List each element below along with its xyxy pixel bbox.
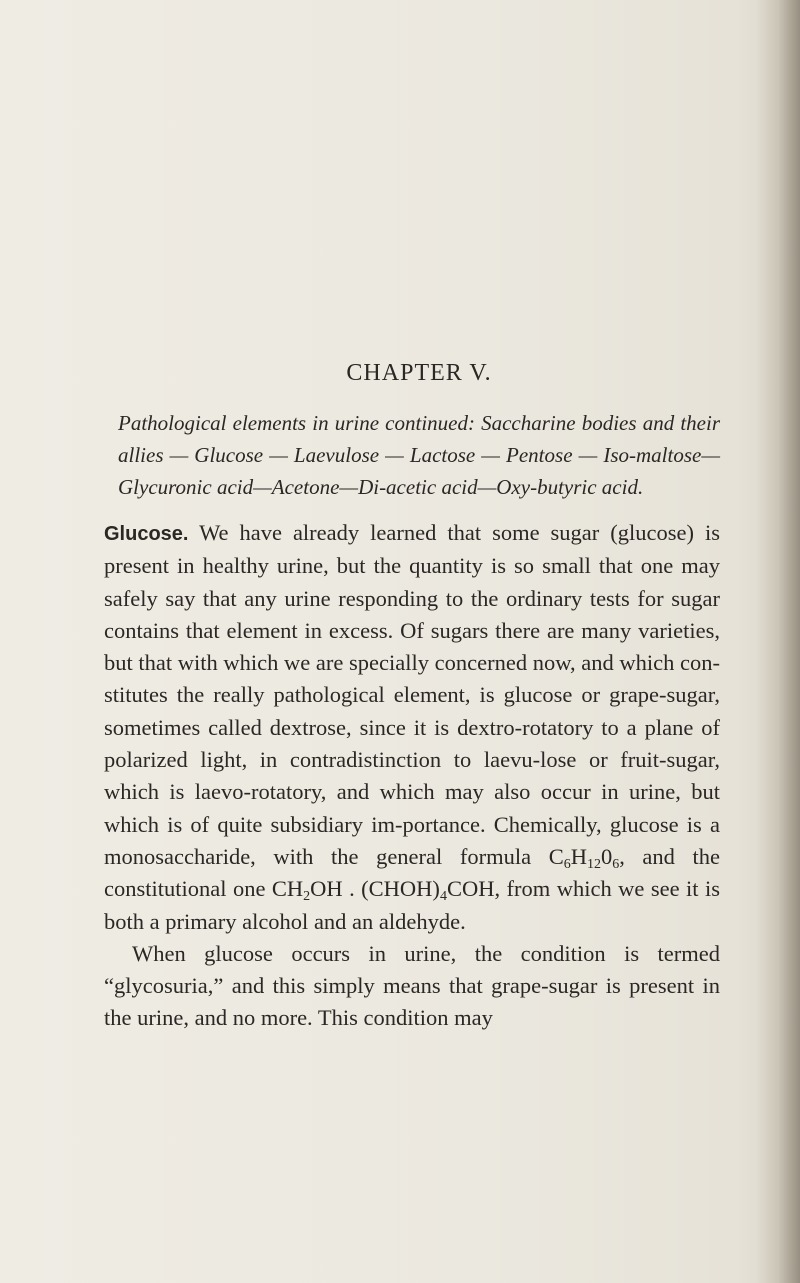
text-block [104, 360, 720, 1035]
paragraph-text: We have already learned that some sugar (glucose) is present in healthy urine, but the quantity is so small that one may safely say that any urine responding to the ordinary tests for sugar contains that element in excess. Of sugars there are many varieties, but that with which we are specially concerned now, and which con-stitutes the really pathological element, is glucose or grape-sugar, sometimes called dextrose, since it is dextro-rotatory to a plane of polarized light, in contradistinction to laevu-lose or fruit-sugar, which is laevo-rotatory, and which may also occur in urine, but which is of quite subsidiary im-portance. Chemically, glucose is a monosaccharide, with the general formula [104, 520, 720, 869]
paragraph-text: , and the constitutional one [104, 843, 720, 902]
formula-general: $C_6H_{12}0_6$ [548, 843, 620, 872]
paragraph-text: , from which we see it is both a primary alcohol and an aldehyde. [104, 876, 720, 934]
paragraph-glycosuria: When glucose occurs in urine, the condition is termed “glycosuria,” and this simply means that grape-sugar is present in the urine, and no more. This condition may [104, 940, 720, 1031]
paragraph-lead-heading: Glucose. [104, 523, 189, 545]
paragraph-glucose [104, 517, 720, 938]
chapter-title: CHAPTER V. [346, 360, 492, 386]
chapter-synopsis: Pathological elements in urine continued: Saccharine bodies and their allies — Glucose — Laevulose — Lactose — Pentose — Iso-maltose—Glycuronic acid—Acetone—Di-acetic acid—Oxy-butyric acid. [118, 411, 720, 499]
formula-constitutional: $CH_2OH$ . $(CHOH)_4COH$ [271, 876, 495, 905]
page-edge-shadow [756, 0, 800, 1283]
